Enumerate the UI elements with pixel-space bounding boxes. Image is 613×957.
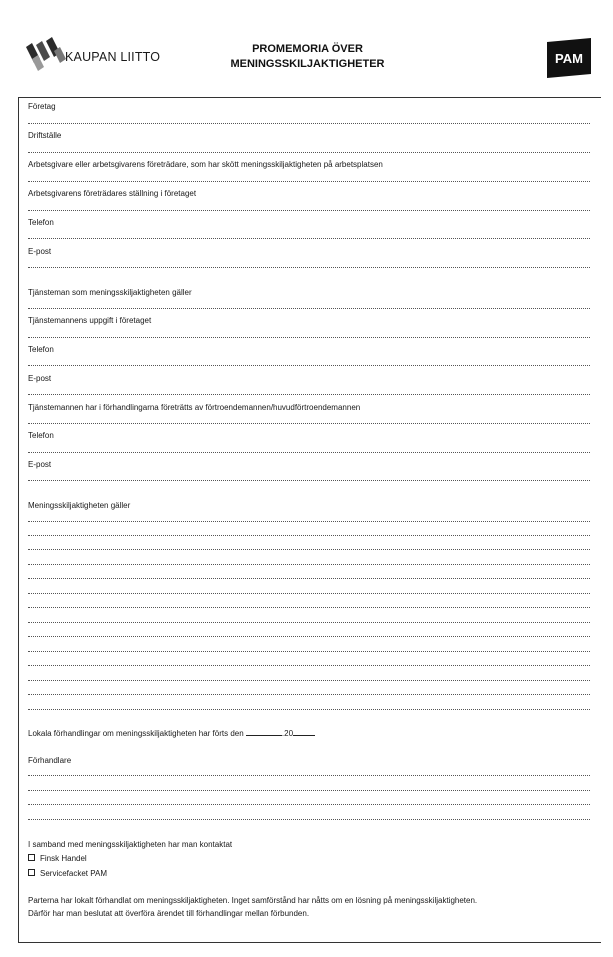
lokala-prefix: Lokala förhandlingar om meningsskiljaktigheten har förts den (28, 729, 244, 738)
checkbox-finsk-handel[interactable] (28, 854, 35, 861)
label-forhandlare: Förhandlare (28, 756, 72, 765)
line-stallning[interactable] (28, 210, 590, 211)
checkbox-label-servicefacket-pam: Servicefacket PAM (40, 869, 107, 878)
line-epost-2[interactable] (28, 394, 590, 395)
line-galler-8[interactable] (28, 622, 590, 623)
title-line-2: MENINGSSKILJAKTIGHETER (230, 58, 385, 70)
line-galler-13[interactable] (28, 694, 590, 695)
line-galler-11[interactable] (28, 665, 590, 666)
line-telefon-1[interactable] (28, 238, 590, 239)
label-epost-1: E-post (28, 247, 52, 256)
line-forhandlare-2[interactable] (28, 790, 590, 791)
label-lokala-forhandlingar (28, 728, 315, 739)
page-title (200, 42, 415, 72)
kaupan-liitto-logo-text: KAUPAN LIITTO (65, 50, 161, 64)
line-galler-1[interactable] (28, 521, 590, 522)
line-galler-6[interactable] (28, 593, 590, 594)
line-galler-9[interactable] (28, 636, 590, 637)
pam-logo-icon (545, 38, 593, 78)
label-samband: I samband med meningsskiljaktigheten har man kontaktat (28, 840, 233, 849)
line-forhandlare-1[interactable] (28, 775, 590, 776)
line-galler-7[interactable] (28, 607, 590, 608)
line-forhandlare-3[interactable] (28, 804, 590, 805)
label-epost-3: E-post (28, 460, 52, 469)
date-blank-year[interactable] (293, 728, 315, 736)
line-forhandlare-4[interactable] (28, 819, 590, 820)
line-arbetsgivare[interactable] (28, 181, 590, 182)
pam-logo-text: PAM (555, 51, 583, 66)
label-driftstalle: Driftställe (28, 131, 62, 140)
label-galler: Meningsskiljaktigheten gäller (28, 501, 131, 510)
checkbox-label-finsk-handel: Finsk Handel (40, 854, 87, 863)
label-foretratts: Tjänstemannen har i förhandlingarna företrätts av förtroendemannen/huvudförtroendemannen (28, 403, 361, 412)
label-telefon-1: Telefon (28, 218, 54, 227)
line-telefon-2[interactable] (28, 365, 590, 366)
kaupan-liitto-logo-icon (26, 37, 70, 71)
line-telefon-3[interactable] (28, 452, 590, 453)
line-foretag[interactable] (28, 123, 590, 124)
lokala-mid: .20 (281, 729, 294, 738)
label-uppgift: Tjänstemannens uppgift i företaget (28, 316, 152, 325)
line-epost-1[interactable] (28, 267, 590, 268)
form-frame (18, 97, 601, 943)
label-stallning: Arbetsgivarens företrädares ställning i företaget (28, 189, 197, 198)
line-foretratts[interactable] (28, 423, 590, 424)
line-epost-3[interactable] (28, 480, 590, 481)
statement-line-2: Därför har man beslutat att överföra ärendet till förhandlingar mellan förbunden. (28, 909, 310, 918)
statement-line-1: Parterna har lokalt förhandlat om meningsskiljaktigheten. Inget samförstånd har nåtts om en lösning på meningsskiljaktigheten. (28, 896, 478, 905)
line-galler-3[interactable] (28, 549, 590, 550)
line-driftstalle[interactable] (28, 152, 590, 153)
title-line-1: PROMEMORIA ÖVER (252, 43, 363, 55)
label-foretag: Företag (28, 102, 56, 111)
label-telefon-3: Telefon (28, 431, 54, 440)
line-galler-12[interactable] (28, 680, 590, 681)
label-tjansteman: Tjänsteman som meningsskiljaktigheten gäller (28, 288, 192, 297)
document-header (0, 0, 613, 95)
checkbox-servicefacket-pam[interactable] (28, 869, 35, 876)
date-blank-day[interactable] (246, 728, 282, 736)
line-galler-14[interactable] (28, 709, 590, 710)
line-galler-2[interactable] (28, 535, 590, 536)
line-galler-5[interactable] (28, 578, 590, 579)
line-tjansteman[interactable] (28, 308, 590, 309)
line-uppgift[interactable] (28, 337, 590, 338)
line-galler-10[interactable] (28, 651, 590, 652)
label-epost-2: E-post (28, 374, 52, 383)
label-arbetsgivare: Arbetsgivare eller arbetsgivarens företrädare, som har skött meningsskiljaktigheten på arbetsplatsen (28, 160, 383, 169)
label-telefon-2: Telefon (28, 345, 54, 354)
line-galler-4[interactable] (28, 564, 590, 565)
